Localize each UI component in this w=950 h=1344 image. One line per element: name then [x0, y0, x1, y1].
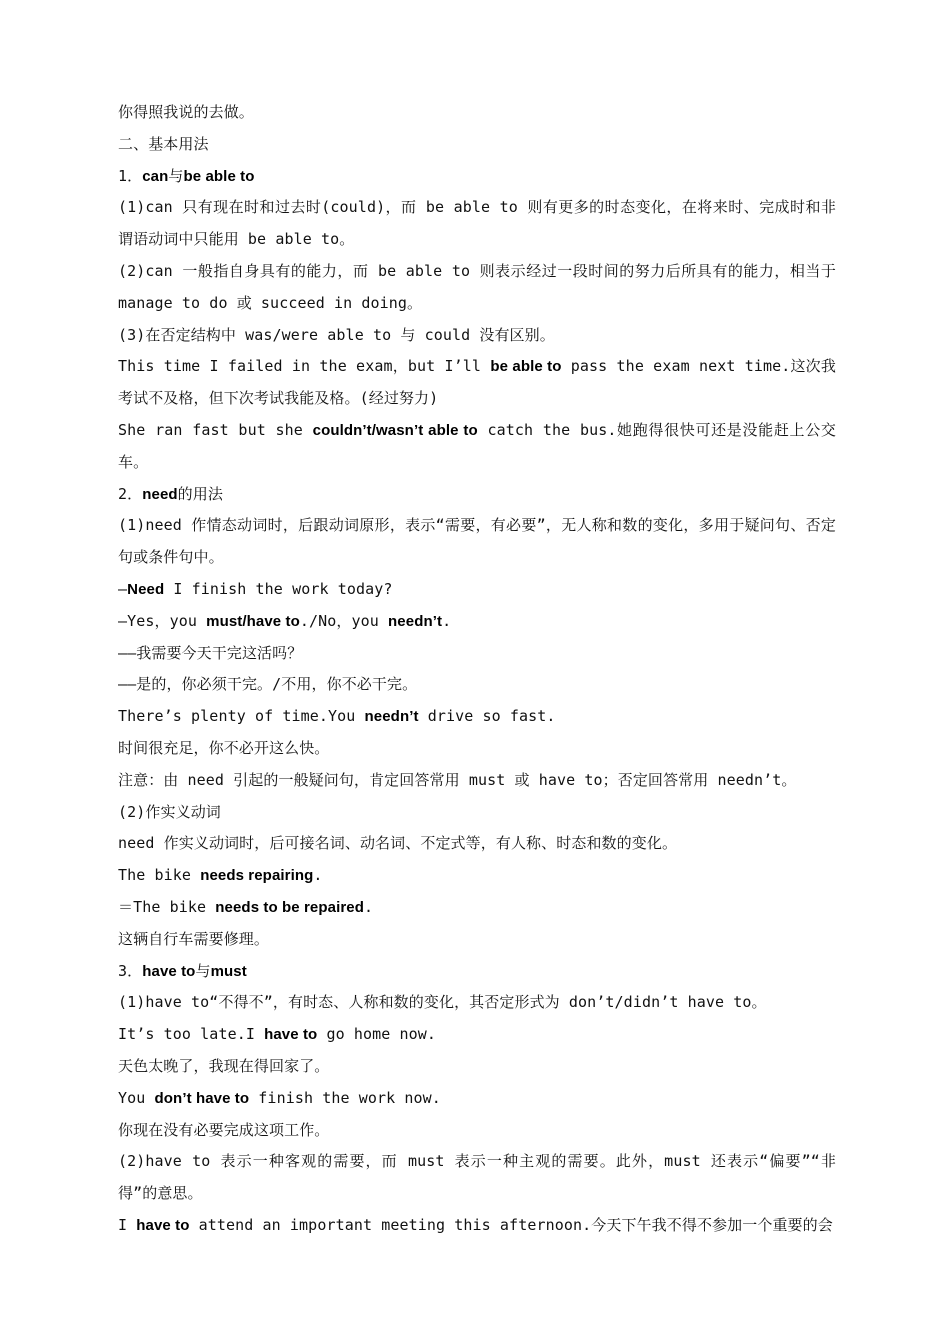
text-segment: need 作实义动词时，后可接名词、动名词、不定式等，有人称、时态和数的变化。 — [118, 834, 678, 853]
text-segment: I — [118, 1215, 137, 1234]
text-segment: 这辆自行车需要修理。 — [118, 929, 270, 948]
text-line — [118, 97, 836, 129]
bold-keyword: needs repairing — [200, 867, 314, 885]
text-segment: attend an important meeting this afternoon.今天下午我不得不参加一个重要的会 — [189, 1215, 833, 1234]
text-line — [118, 797, 836, 829]
bold-keyword: must — [210, 962, 247, 980]
bold-keyword: needn’t — [388, 612, 443, 630]
text-segment: 时间很充足，你不必开这么快。 — [118, 738, 330, 757]
text-line — [118, 192, 836, 256]
text-segment: —Yes，you — [118, 611, 207, 630]
text-line — [118, 987, 836, 1019]
text-segment: It’s too late.I — [118, 1025, 265, 1044]
text-line — [118, 1083, 836, 1115]
bold-keyword: have to — [142, 962, 196, 980]
text-line — [118, 669, 836, 701]
bold-keyword: have to — [136, 1216, 190, 1234]
text-line — [118, 256, 836, 320]
text-segment: (1)have to“不得不”，有时态、人称和数的变化，其否定形式为 don’t/didn’t have to。 — [118, 993, 767, 1012]
text-segment: pass the exam next time.这次我考试不及格，但下次考试我能及格。(经过努力) — [118, 357, 836, 408]
text-segment: . — [313, 866, 323, 885]
text-line — [118, 606, 836, 638]
text-line — [118, 828, 836, 860]
text-line — [118, 1210, 836, 1242]
text-segment: (2)can 一般指自身具有的能力，而 be able to 则表示经过一段时间的努力后所具有的能力，相当于 manage to do 或 succeed in doing。 — [118, 261, 836, 312]
text-segment: drive so fast. — [418, 707, 556, 726]
text-line — [118, 765, 836, 797]
text-segment: 你得照我说的去做。 — [118, 103, 254, 121]
bold-keyword: don’t have to — [154, 1089, 250, 1107]
text-segment: (2)作实义动词 — [118, 802, 221, 821]
text-line — [118, 161, 836, 193]
text-segment: (1)can 只有现在时和过去时(could)，而 be able to 则有更多的时态变化，在将来时、完成时和非谓语动词中只能用 be able to。 — [118, 198, 836, 249]
text-segment: 与 — [168, 166, 184, 185]
bold-keyword: be able to — [490, 358, 562, 376]
text-line — [118, 415, 836, 479]
text-segment: 1． — [118, 166, 143, 185]
text-segment: 与 — [195, 961, 211, 980]
text-segment: (1)need 作情态动词时，后跟动词原形，表示“需要，有必要”，无人称和数的变化，多用于疑问句、否定句或条件句中。 — [118, 516, 836, 567]
text-segment: ——我需要今天干完这活吗？ — [118, 643, 303, 662]
bold-keyword: can — [142, 167, 169, 185]
document-page — [118, 97, 836, 1242]
text-line — [118, 1019, 836, 1051]
text-line — [118, 129, 836, 161]
text-line — [118, 1115, 836, 1147]
text-line — [118, 701, 836, 733]
text-line — [118, 351, 836, 415]
text-segment: . — [364, 897, 374, 916]
text-segment: The bike — [118, 866, 201, 885]
text-segment: 二、基本用法 — [118, 134, 209, 153]
text-line — [118, 320, 836, 352]
text-line — [118, 479, 836, 511]
text-segment: go home now. — [317, 1025, 437, 1044]
text-segment: This time I failed in the exam，but I’ll — [118, 357, 491, 376]
text-segment: finish the work now. — [249, 1088, 441, 1107]
text-segment: 的用法 — [177, 484, 223, 503]
text-line — [118, 1146, 836, 1210]
text-segment: You — [118, 1088, 155, 1107]
text-line — [118, 638, 836, 670]
text-segment: ——是的，你必须干完。/不用，你不必干完。 — [118, 675, 418, 694]
bold-keyword: need — [142, 485, 178, 503]
text-segment: ＝The bike — [118, 897, 216, 916]
text-line — [118, 510, 836, 574]
text-segment: ./No，you — [299, 611, 389, 630]
bold-keyword: must/have to — [206, 612, 300, 630]
bold-keyword: Need — [127, 580, 165, 598]
text-segment: 3． — [118, 961, 143, 980]
text-segment: I finish the work today? — [164, 579, 393, 598]
text-segment: (3)在否定结构中 was/were able to 与 could 没有区别。 — [118, 325, 555, 344]
text-segment: . — [442, 611, 452, 630]
bold-keyword: couldn’t/wasn’t able to — [312, 421, 478, 439]
text-segment: 注意：由 need 引起的一般疑问句，肯定回答常用 must 或 have to；否定回答常用 needn’t。 — [118, 770, 797, 789]
bold-keyword: be able to — [183, 167, 255, 185]
bold-keyword: needn’t — [364, 708, 419, 726]
text-segment: 天色太晚了，我现在得回家了。 — [118, 1056, 330, 1075]
text-line — [118, 860, 836, 892]
text-segment: 你现在没有必要完成这项工作。 — [118, 1120, 330, 1139]
text-segment: 2． — [118, 484, 143, 503]
text-line — [118, 1051, 836, 1083]
text-line — [118, 733, 836, 765]
text-segment: — — [118, 579, 128, 598]
text-segment: She ran fast but she — [118, 420, 313, 439]
text-segment: (2)have to 表示一种客观的需要，而 must 表示一种主观的需要。此外，must 还表示“偏要”“非得”的意思。 — [118, 1152, 836, 1203]
text-segment: There’s plenty of time.You — [118, 707, 365, 726]
text-line — [118, 574, 836, 606]
text-line — [118, 924, 836, 956]
text-segment: catch the bus.她跑得很快可还是没能赶上公交车。 — [118, 420, 836, 471]
bold-keyword: have to — [264, 1026, 318, 1044]
text-line — [118, 956, 836, 988]
text-line — [118, 892, 836, 924]
bold-keyword: needs to be repaired — [215, 898, 364, 916]
